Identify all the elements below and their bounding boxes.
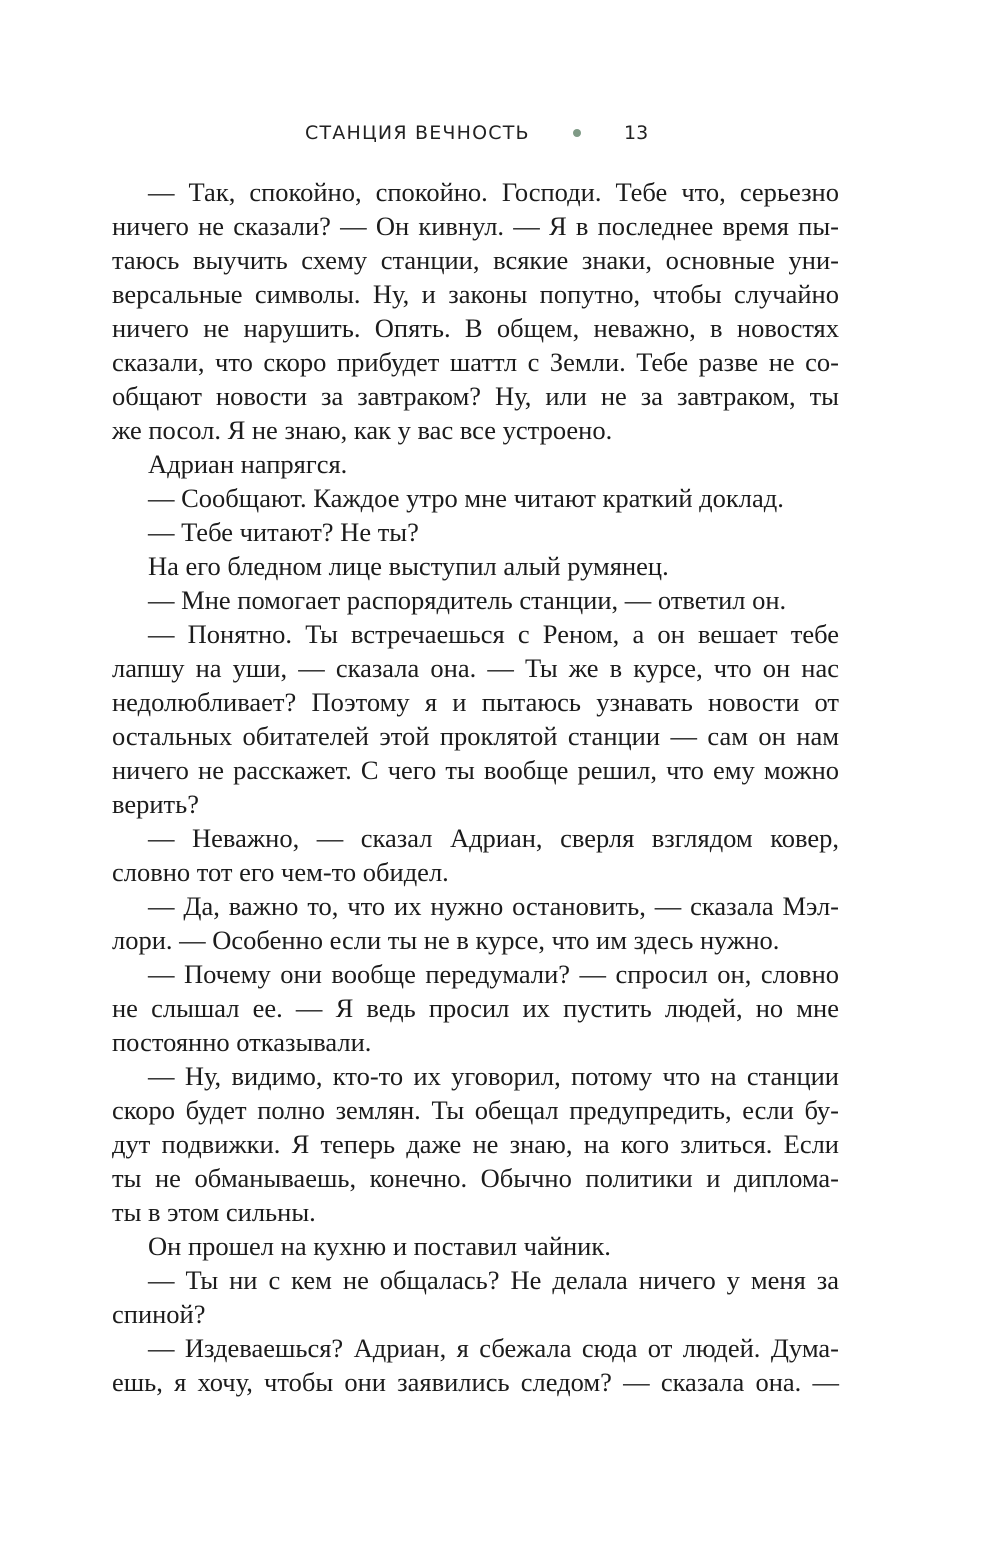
text-line: ничего не сказали? — Он кивнул. — Я в последнее время пы- (112, 211, 839, 241)
text-line: ничего не расскажет. С чего ты вообще решил, что ему можно (112, 755, 839, 785)
text-line: Он прошел на кухню и поставил чайник. (148, 1231, 611, 1261)
text-line: недолюбливает? Поэтому я и пытаюсь узнавать новости от (112, 687, 839, 717)
text-line: — Понятно. Ты встречаешься с Реном, а он вешает тебе (148, 619, 839, 649)
body-text (112, 175, 839, 1399)
running-head (0, 118, 1000, 148)
text-line: — Так, спокойно, спокойно. Господи. Тебе что, серьезно (148, 177, 839, 207)
text-line: — Ты ни с кем не общалась? Не делала ничего у меня за (148, 1265, 839, 1295)
text-line: ешь, я хочу, чтобы они заявились следом? — сказала она. — (112, 1367, 839, 1397)
text-line: ты не обманываешь, конечно. Обычно политики и диплома- (112, 1163, 839, 1193)
text-line: ты в этом сильны. (112, 1197, 316, 1227)
text-line: ничего не нарушить. Опять. В общем, неважно, в новостях (112, 313, 839, 343)
text-line: общают новости за завтраком? Ну, или не за завтраком, ты (112, 381, 839, 411)
text-line: — Тебе читают? Не ты? (148, 517, 419, 547)
text-line: спиной? (112, 1299, 206, 1329)
text-line: сказали, что скоро прибудет шаттл с Земли. Тебе разве не со- (112, 347, 839, 377)
text-line: словно тот его чем-то обидел. (112, 857, 449, 887)
text-line: — Неважно, — сказал Адриан, сверля взглядом ковер, (148, 823, 839, 853)
text-line: остальных обитателей этой проклятой станции — сам он нам (112, 721, 839, 751)
text-line: — Издеваешься? Адриан, я сбежала сюда от людей. Дума- (148, 1333, 839, 1363)
text-line: Адриан напрягся. (148, 449, 348, 479)
text-line: дут подвижки. Я теперь даже не знаю, на кого злиться. Если (112, 1129, 839, 1159)
text-line: лори. — Особенно если ты не в курсе, что им здесь нужно. (112, 925, 780, 955)
text-line: — Сообщают. Каждое утро мне читают краткий доклад. (148, 483, 784, 513)
page-number: 13 (624, 122, 649, 144)
text-line: же посол. Я не знаю, как у вас все устроено. (112, 415, 613, 445)
text-line: — Да, важно то, что их нужно остановить, — сказала Мэл- (148, 891, 839, 921)
text-line: скоро будет полно землян. Ты обещал предупредить, если бу- (112, 1095, 839, 1125)
text-line: не слышал ее. — Я ведь просил их пустить людей, но мне (112, 993, 839, 1023)
text-line: таюсь выучить схему станции, всякие знаки, основные уни- (112, 245, 839, 275)
text-line: версальные символы. Ну, и законы попутно, чтобы случайно (112, 279, 839, 309)
text-line: верить? (112, 789, 199, 819)
text-line: — Почему они вообще передумали? — спросил он, словно (148, 959, 839, 989)
text-line: — Мне помогает распорядитель станции, — ответил он. (148, 585, 787, 615)
running-head-dot (573, 129, 581, 137)
text-line: лапшу на уши, — сказала она. — Ты же в курсе, что он нас (112, 653, 839, 683)
text-line: постоянно отказывали. (112, 1027, 372, 1057)
text-line: На его бледном лице выступил алый румянец. (148, 551, 669, 581)
running-head-title: СТАНЦИЯ ВЕЧНОСТЬ (305, 122, 530, 144)
text-line: — Ну, видимо, кто-то их уговорил, потому что на станции (148, 1061, 839, 1091)
